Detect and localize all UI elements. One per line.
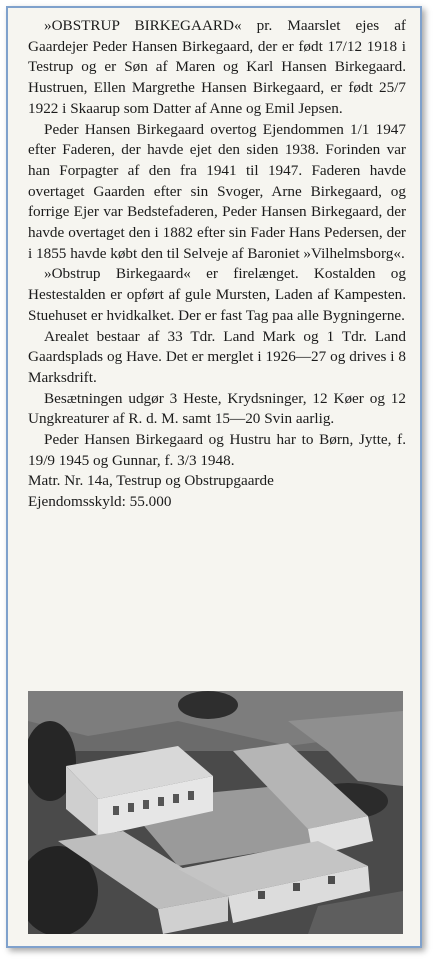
- farm-aerial-photo: [28, 691, 403, 934]
- paragraph-children: Peder Hansen Birkegaard og Hustru har to Børn, Jytte, f. 19/9 1945 og Gunnar, f. 3/3 1948.: [28, 431, 406, 469]
- paragraph-owner: »OBSTRUP BIRKEGAARD« pr. Maarslet ejes af Gaardejer Peder Hansen Birkegaard, der er født 17/12 1918 i Testrup og er Søn af Maren og Karl Hansen Birkegaard. Hustruen, Ellen Margrethe Hansen Birkegaard, er født 25/7 1922 i Skaarup som Datter af Anne og Emil Jepsen.: [28, 17, 406, 117]
- paragraph-livestock: Besætningen udgør 3 Heste, Krydsninger, 12 Køer og 12 Ungkreaturer af R. d. M. samt 15—20 Svin aarlig.: [28, 389, 406, 428]
- article-text: [28, 16, 406, 513]
- paragraph-area: Arealet bestaar af 33 Tdr. Land Mark og 1 Tdr. Land Gaardsplads og Have. Det er merglet i 1926—27 og drives i 8 Marksdrift.: [28, 327, 406, 386]
- farm-aerial-photo-drawing: [28, 691, 403, 934]
- paragraph-buildings: »Obstrup Birkegaard« er firelænget. Kostalden og Hestestalden er opført af gule Mursten, Laden af Kampesten. Stuehuset er hvidkalket. Der er fast Tag paa alle Bygningerne.: [28, 265, 406, 324]
- property-valuation: Ejendomsskyld: 55.000: [28, 493, 172, 511]
- article-card: [6, 6, 422, 948]
- paragraph-history: Peder Hansen Birkegaard overtog Ejendommen 1/1 1947 efter Faderen, der havde ejet den siden 1938. Forinden var han Forpagter af den fra 1941 til 1947. Faderen havde overtaget Gaarden efter sin Svoger, Arne Birkegaard, og forrige Ejer var Bedstefaderen, Peder Hansen Birkegaard, der havde overtaget den i 1882 efter sin Fader Hans Pedersen, der i 1855 havde købt den til Selveje af Baroniet »Vilhelmsborg«.: [28, 120, 406, 262]
- cadastral-number: Matr. Nr. 14a, Testrup og Obstrupgaarde: [28, 472, 274, 490]
